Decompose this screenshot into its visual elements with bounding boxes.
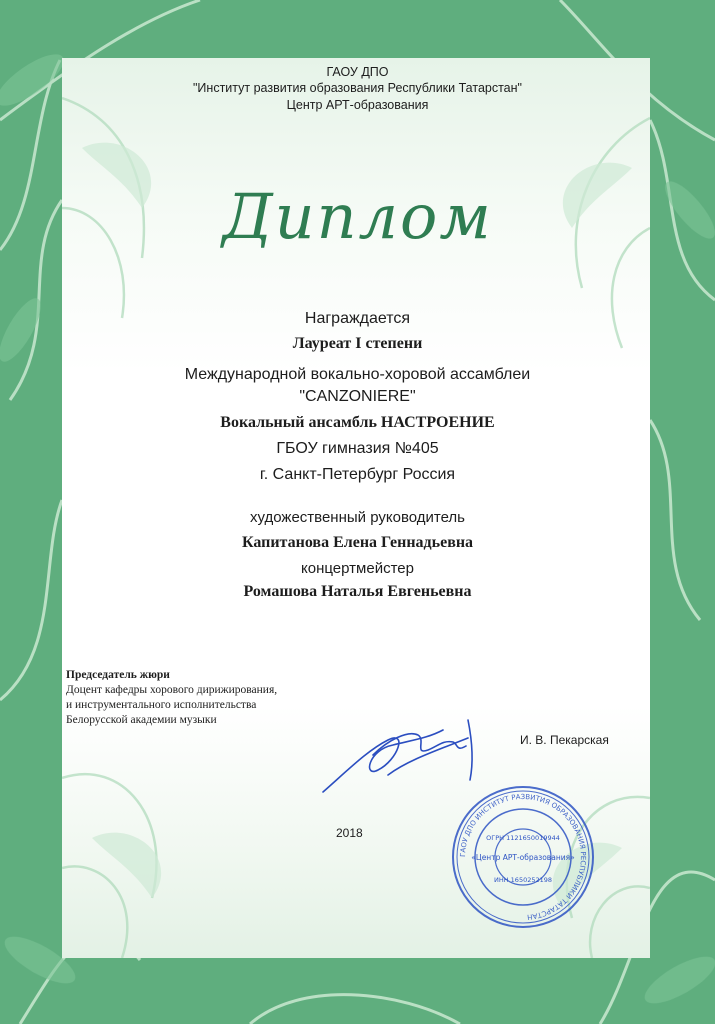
accompanist-role: концертмейстер	[301, 560, 414, 577]
jury-block	[66, 668, 277, 728]
awarded-label: Награждается	[304, 310, 411, 327]
leader-name: Капитанова Елена Геннадьевна	[241, 534, 474, 551]
award-degree: Лауреат I степени	[292, 335, 423, 352]
jury-position-line1: Доцент кафедры хорового дирижирования,	[66, 684, 278, 696]
ensemble-name: Вокальный ансамбль НАСТРОЕНИЕ	[220, 414, 495, 431]
stamp-inn: ИНН 1650252198	[493, 876, 553, 884]
official-stamp	[448, 782, 598, 932]
stamp-ogrn: ОГРН 1121650019944	[486, 834, 560, 842]
diploma-title: Диплом	[222, 180, 493, 253]
center-name: Центр АРТ-образования	[286, 98, 429, 112]
jury-position-line2: и инструментального исполнительства	[66, 699, 257, 711]
institute-name: "Институт развития образования Республики Татарстан"	[193, 81, 522, 95]
school-name: ГБОУ гимназия №405	[276, 440, 439, 457]
leader-role: художественный руководитель	[249, 509, 466, 526]
jury-title: Председатель жюри	[66, 669, 170, 681]
event-name-line1: Международной вокально-хоровой ассамблеи	[184, 366, 531, 383]
accompanist-name: Ромашова Наталья Евгеньевна	[243, 583, 472, 600]
org-name: ГАОУ ДПО	[326, 65, 389, 79]
event-name-line2: "CANZONIERE"	[299, 388, 416, 405]
jury-position-line3: Белорусской академии музыки	[66, 714, 217, 726]
city-name: г. Санкт-Петербург Россия	[259, 466, 456, 483]
stamp-ring-text: ГАОУ ДПО ИНСТИТУТ РАЗВИТИЯ ОБРАЗОВАНИЯ РЕСПУБЛИКИ ТАТАРСТАН	[458, 792, 588, 921]
stamp-center-text: «Центр АРТ-образования»	[471, 853, 575, 862]
jury-signer-name: И. В. Пекарская	[520, 733, 609, 747]
year: 2018	[336, 826, 363, 840]
